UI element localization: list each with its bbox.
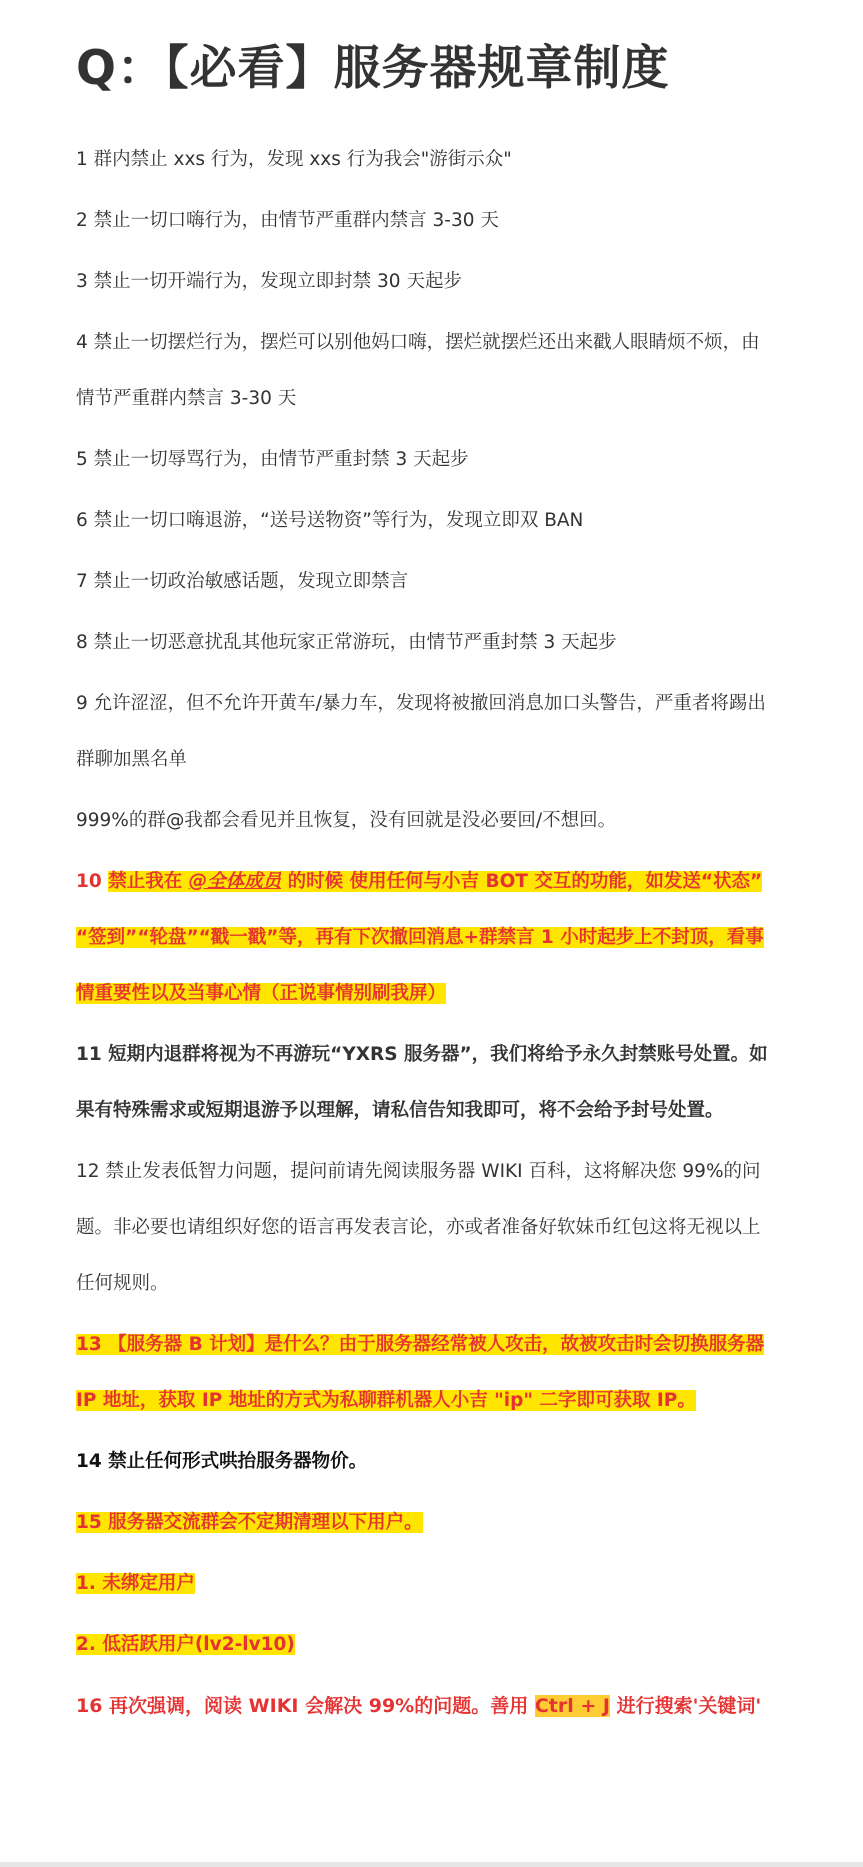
rule-13 <box>76 1317 776 1429</box>
rule-16-text-b: 进行搜索'关键词' <box>609 1695 762 1717</box>
rule-6: 6 禁止一切口嗨退游，“送号送物资”等行为，发现立即双 BAN <box>76 510 584 531</box>
rule-10-text-b: 的时候 使用任何与小吉 BOT 交互的功能，如发送“状态” “签到”“轮盘”“戳一戳”等，再有下次撤回消息+群禁言 1 小时起步上不封顶，看事情重要性以及当事心情（正说事情别刷我屏） <box>76 871 764 1004</box>
rule-15-item-2 <box>76 1617 776 1673</box>
rule-10-text-a: 禁止我在 <box>108 871 189 892</box>
rule-14: 14 禁止任何形式哄抬服务器物价。 <box>76 1451 368 1472</box>
rule-9-note: 999%的群@我都会看见并且恢复，没有回就是没必要回/不想回。 <box>76 810 617 831</box>
rule-10 <box>76 854 776 1022</box>
rule-2: 2 禁止一切口嗨行为，由情节严重群内禁言 3-30 天 <box>76 210 499 231</box>
rule-15 <box>76 1495 776 1551</box>
page-title: Q：【必看】服务器规章制度 <box>76 41 670 96</box>
rule-1: 1 群内禁止 xxs 行为，发现 xxs 行为我会"游街示众" <box>76 149 512 170</box>
rule-10-number: 10 <box>76 871 109 892</box>
document-body <box>76 36 776 1734</box>
rule-11: 11 短期内退群将视为不再游玩“YXRS 服务器”，我们将给予永久封禁账号处置。如果有特殊需求或短期退游予以理解，请私信告知我即可，将不会给予封号处置。 <box>76 1044 768 1121</box>
bottom-divider <box>0 1862 863 1867</box>
rule-9: 9 允许涩涩，但不允许开黄车/暴力车，发现将被撤回消息加口头警告，严重者将踢出群聊加黑名单 <box>76 693 766 770</box>
rule-7: 7 禁止一切政治敏感话题，发现立即禁言 <box>76 571 409 592</box>
mention-all-members: @全体成员 <box>188 871 282 892</box>
shortcut-key: Ctrl + J <box>534 1695 610 1717</box>
rule-5: 5 禁止一切辱骂行为，由情节严重封禁 3 天起步 <box>76 449 469 470</box>
rule-13-text: 13 【服务器 B 计划】是什么？由于服务器经常被人攻击，故被攻击时会切换服务器 IP 地址，获取 IP 地址的方式为私聊群机器人小吉 "ip" 二字即可获取 IP。 <box>76 1334 765 1411</box>
rule-16 <box>76 1678 776 1734</box>
rule-8: 8 禁止一切恶意扰乱其他玩家正常游玩，由情节严重封禁 3 天起步 <box>76 632 617 653</box>
rule-15-item-2-text: 2. 低活跃用户(lv2-lv10) <box>76 1634 295 1655</box>
rule-15-item-1-text: 1. 未绑定用户 <box>76 1573 195 1594</box>
rule-4: 4 禁止一切摆烂行为，摆烂可以别他妈口嗨，摆烂就摆烂还出来戳人眼睛烦不烦，由情节严重群内禁言 3-30 天 <box>76 332 760 409</box>
rule-15-text: 15 服务器交流群会不定期清理以下用户。 <box>76 1512 423 1533</box>
rule-16-text-a: 16 再次强调，阅读 WIKI 会解决 99%的问题。善用 <box>76 1695 535 1717</box>
rule-3: 3 禁止一切开端行为，发现立即封禁 30 天起步 <box>76 271 462 292</box>
rule-12: 12 禁止发表低智力问题，提问前请先阅读服务器 WIKI 百科，这将解决您 99%的问题。非必要也请组织好您的语言再发表言论，亦或者准备好软妹币红包这将无视以上任何规则。 <box>76 1161 761 1294</box>
rule-15-item-1 <box>76 1556 776 1612</box>
